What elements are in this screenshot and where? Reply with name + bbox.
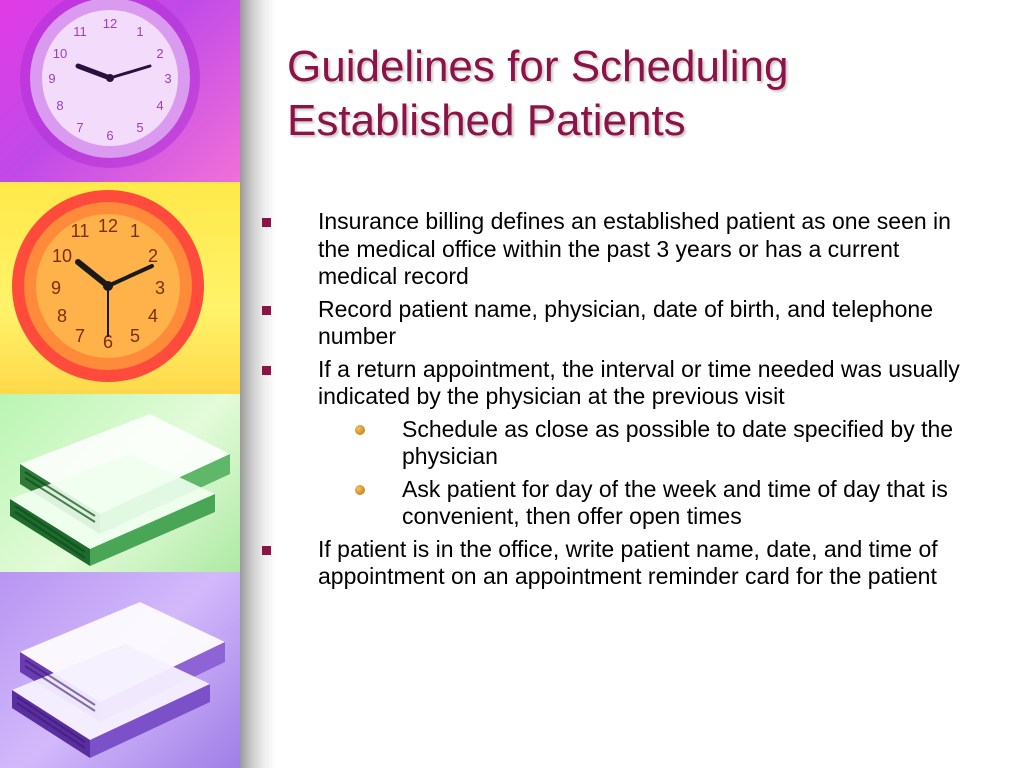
bullet-item	[258, 536, 978, 591]
sub-bullet-text: Schedule as close as possible to date specified by the physician	[402, 415, 954, 469]
sub-bullet-text: Ask patient for day of the week and time of day that is convenient, then offer open times	[402, 475, 948, 529]
title-line-1: Guidelines for Scheduling	[287, 42, 789, 91]
bullet-item	[258, 356, 978, 411]
round-bullet-icon	[355, 485, 365, 495]
decorative-image-strip	[0, 0, 240, 768]
svg-text:6: 6	[102, 332, 114, 352]
svg-text:8: 8	[56, 98, 64, 113]
svg-text:4: 4	[156, 98, 164, 113]
bullet-text: If a return appointment, the interval or time needed was usually indicated by the physician at the previous visit	[318, 355, 960, 409]
svg-text:12: 12	[97, 216, 119, 236]
svg-text:5: 5	[129, 326, 141, 346]
purple-books-image	[0, 572, 240, 768]
purple-clock-image	[0, 0, 240, 182]
svg-text:11: 11	[70, 221, 90, 241]
bullet-text: Record patient name, physician, date of birth, and telephone number	[318, 295, 934, 349]
square-bullet-icon	[262, 306, 271, 315]
svg-text:5: 5	[136, 120, 144, 135]
sub-bullet-item	[258, 416, 978, 471]
svg-text:1: 1	[136, 24, 144, 39]
svg-text:10: 10	[52, 46, 68, 61]
svg-text:2: 2	[147, 246, 159, 266]
svg-text:3: 3	[154, 278, 166, 298]
svg-text:7: 7	[76, 120, 84, 135]
svg-text:1: 1	[129, 221, 141, 241]
orange-clock-image	[0, 182, 240, 394]
bullet-text: Insurance billing defines an established patient as one seen in the medical office within the past 3 years or has a current medical record	[318, 208, 951, 289]
svg-text:2: 2	[156, 46, 164, 61]
svg-text:12: 12	[102, 16, 118, 31]
svg-text:9: 9	[50, 278, 62, 298]
svg-text:3: 3	[164, 71, 172, 86]
bullet-list	[258, 208, 978, 596]
square-bullet-icon	[262, 546, 271, 555]
svg-text:6: 6	[106, 128, 114, 143]
svg-text:7: 7	[74, 326, 86, 346]
svg-text:10: 10	[51, 246, 73, 266]
svg-text:11: 11	[73, 24, 87, 39]
slide-title	[287, 40, 1007, 148]
svg-text:8: 8	[56, 306, 68, 326]
svg-text:4: 4	[147, 306, 159, 326]
green-books-image	[0, 394, 240, 572]
sub-bullet-item	[258, 476, 978, 531]
bullet-text: If patient is in the office, write patient name, date, and time of appointment on an appointment reminder card for the patient	[318, 535, 938, 589]
svg-text:9: 9	[48, 71, 56, 86]
bullet-item	[258, 208, 978, 291]
square-bullet-icon	[262, 366, 271, 375]
round-bullet-icon	[355, 425, 365, 435]
square-bullet-icon	[262, 218, 271, 227]
bullet-item	[258, 296, 978, 351]
title-line-2: Established Patients	[287, 96, 686, 145]
